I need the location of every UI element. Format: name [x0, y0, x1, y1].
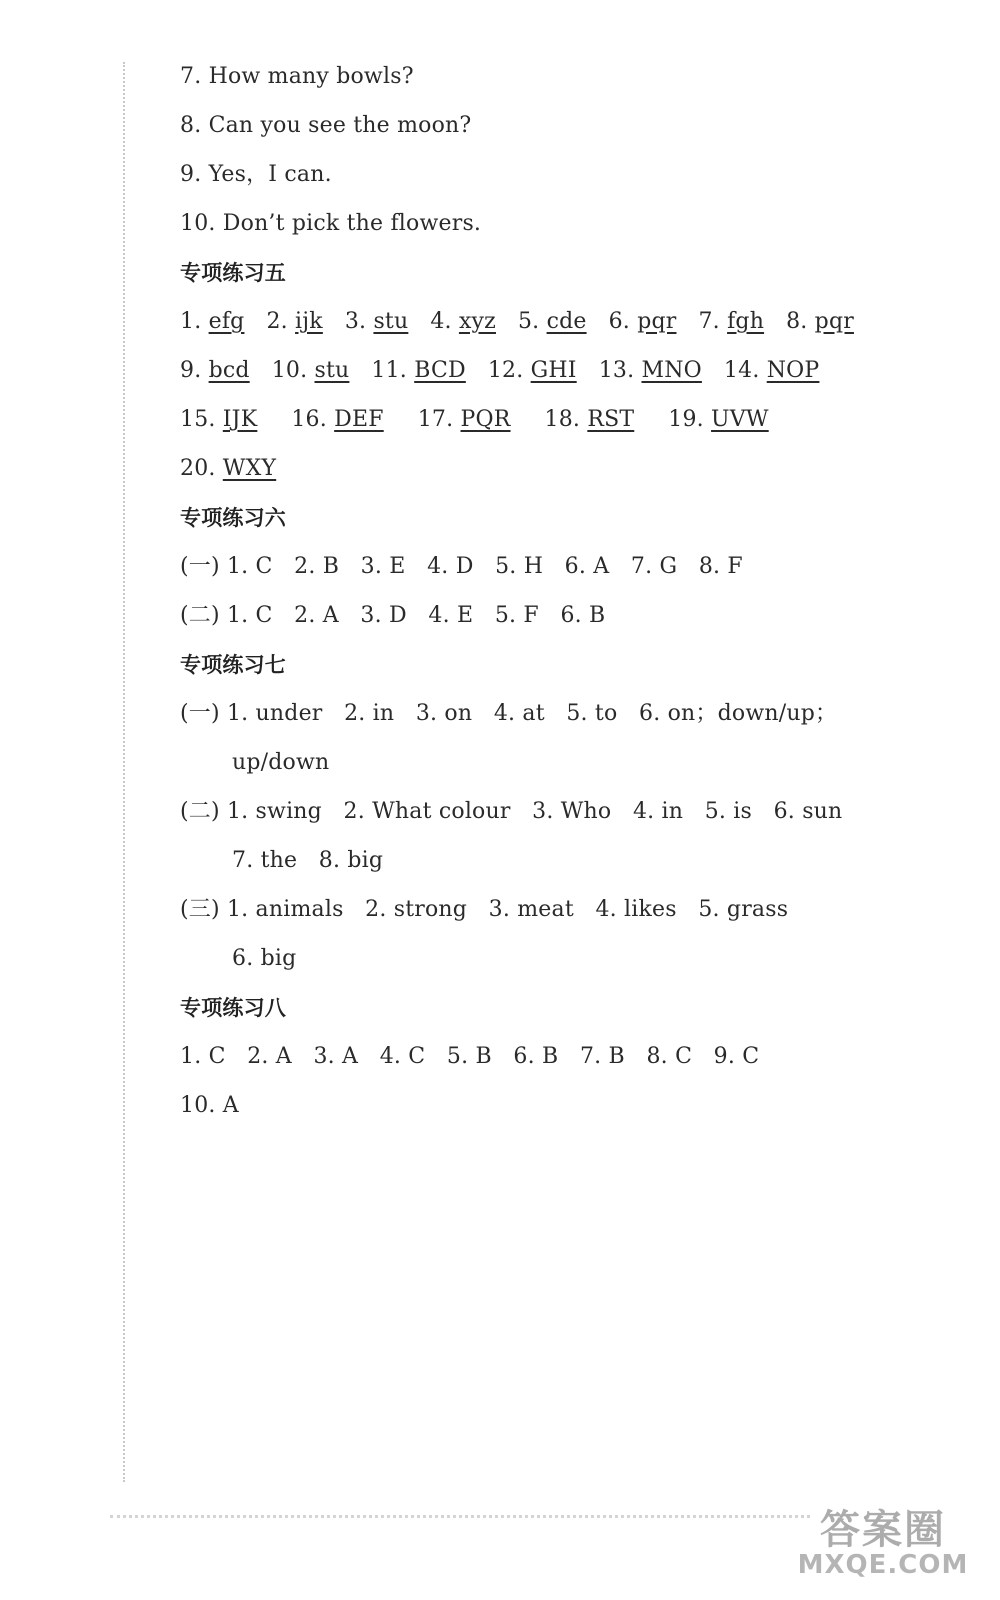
answer-item: 13. MNO [598, 358, 702, 383]
answer-line: 7. the 8. big [232, 848, 384, 873]
answer-item: 2. ijk [266, 309, 323, 334]
section-heading-7: 专项练习七 [180, 653, 286, 677]
answer-item: 17. PQR [417, 407, 511, 432]
answer-item: 19. UVW [668, 407, 769, 432]
answer-row [180, 356, 841, 386]
answer-item: 1. efg [180, 309, 245, 334]
answer-line: 9. Yes，I can. [180, 162, 332, 187]
answer-line: 10. A [180, 1093, 239, 1118]
answer-item: 14. NOP [723, 358, 820, 383]
answer-item: 12. GHI [487, 358, 577, 383]
answer-line: up/down [232, 750, 330, 775]
answer-row [180, 454, 298, 484]
answer-row [180, 307, 876, 337]
answer-item: 3. stu [344, 309, 409, 334]
answer-item: 5. cde [517, 309, 587, 334]
answer-line: 10. Don’t pick the flowers. [180, 211, 482, 236]
answer-line: 1. C 2. A 3. A 4. C 5. B 6. B 7. B 8. C 9. C [180, 1044, 760, 1069]
answer-row [180, 405, 803, 435]
section-heading-6: 专项练习六 [180, 506, 286, 530]
margin-dotted-rule [123, 62, 125, 1482]
answer-item: 18. RST [544, 407, 635, 432]
answer-line: (三) 1. animals 2. strong 3. meat 4. likes 5. grass [180, 897, 789, 922]
answer-item: 11. BCD [371, 358, 466, 383]
answer-line: (一) 1. C 2. B 3. E 4. D 5. H 6. A 7. G 8. F [180, 554, 743, 579]
footer-dotted-rule [110, 1515, 810, 1518]
answer-line: 8. Can you see the moon? [180, 113, 472, 138]
answer-item: 7. fgh [698, 309, 765, 334]
answer-item: 20. WXY [180, 456, 277, 481]
answer-line: (二) 1. C 2. A 3. D 4. E 5. F 6. B [180, 603, 606, 628]
answer-item: 15. IJK [180, 407, 258, 432]
answer-item: 16. DEF [291, 407, 384, 432]
answer-item: 4. xyz [430, 309, 496, 334]
answer-item: 9. bcd [180, 358, 250, 383]
answer-item: 6. pqr [608, 309, 677, 334]
answer-item: 8. pqr [786, 309, 854, 334]
watermark-logo [788, 1498, 978, 1588]
answer-line: 6. big [232, 946, 297, 971]
answer-item: 10. stu [271, 358, 350, 383]
section-heading-8: 专项练习八 [180, 996, 286, 1020]
watermark-title: 答案圈 [820, 1507, 946, 1553]
answer-line: (一) 1. under 2. in 3. on 4. at 5. to 6. on；down/up； [180, 701, 838, 726]
section-heading-5: 专项练习五 [180, 261, 286, 285]
answer-line: 7. How many bowls? [180, 64, 414, 89]
answer-line: (二) 1. swing 2. What colour 3. Who 4. in 5. is 6. sun [180, 799, 843, 824]
watermark-url: MXQE.COM [797, 1550, 969, 1580]
